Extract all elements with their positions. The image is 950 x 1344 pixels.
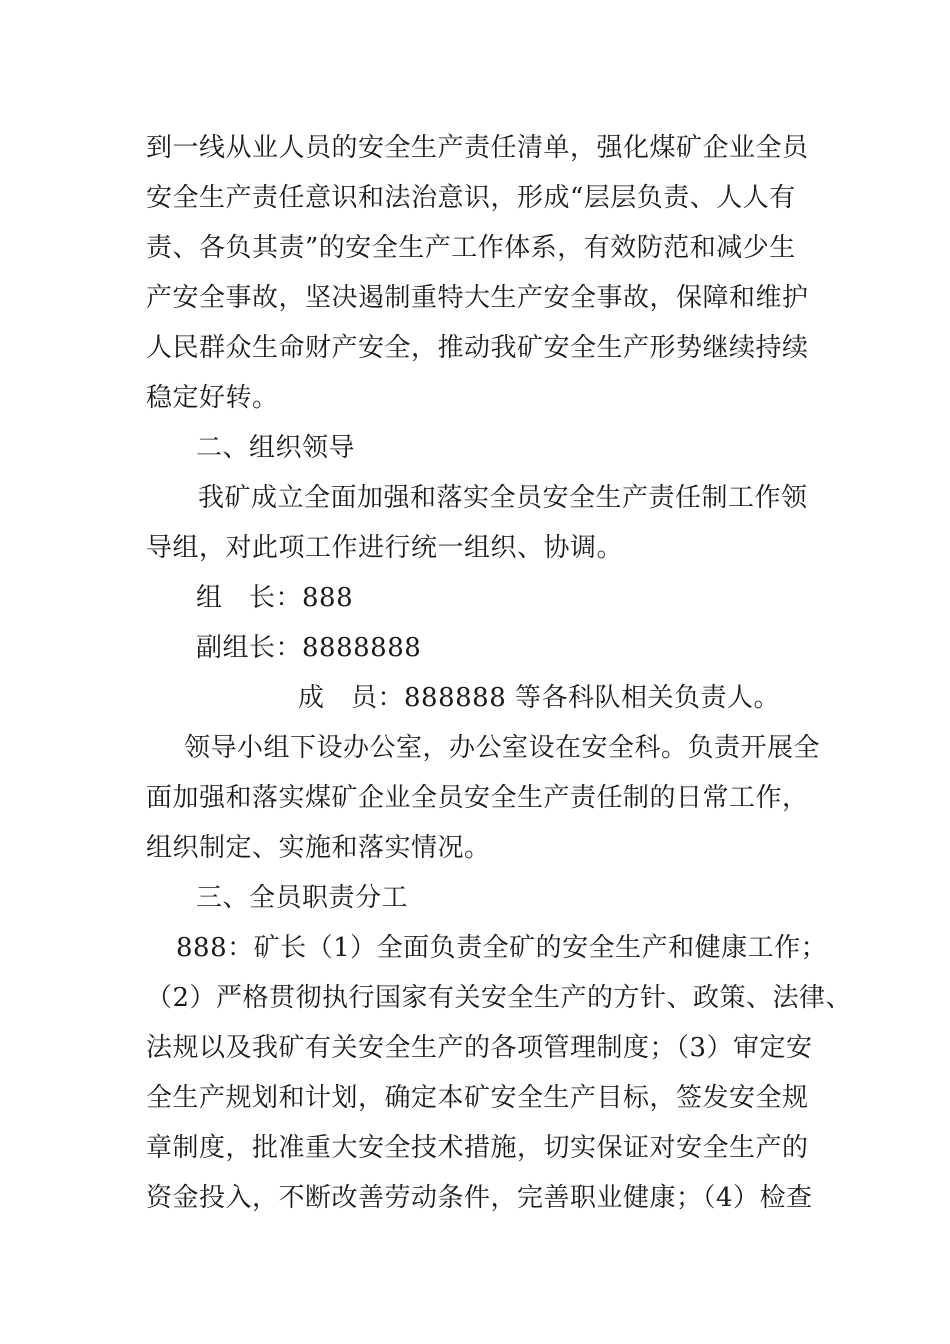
text-line: 全生产规划和计划，确定本矿安全生产目标，签发安全规 (146, 1083, 809, 1113)
text-line: 人民群众生命财产安全，推动我矿安全生产形势继续持续 (146, 333, 809, 363)
text-line: 导组，对此项工作进行统一组织、协调。 (146, 533, 624, 563)
text-line: 章制度，批准重大安全技术措施，切实保证对安全生产的 (146, 1133, 809, 1163)
text-line: 法规以及我矿有关安全生产的各项管理制度；（3）审定安 (146, 1033, 813, 1063)
text-line: 面加强和落实煤矿企业全员安全生产责任制的日常工作， (146, 783, 809, 813)
team-leader-line: 组 长：888 (196, 583, 354, 613)
text-line: 到一线从业人员的安全生产责任清单，强化煤矿企业全员 (146, 133, 809, 163)
text-line: （2）严格贯彻执行国家有关安全生产的方针、政策、法律、 (146, 983, 853, 1013)
text-line: 领导小组下设办公室，办公室设在安全科。负责开展全 (184, 733, 821, 763)
section-heading: 二、组织领导 (196, 433, 356, 463)
text-line: 组织制定、实施和落实情况。 (146, 833, 491, 863)
text-line: 我矿成立全面加强和落实全员安全生产责任制工作领 (198, 483, 808, 513)
text-line: 稳定好转。 (146, 383, 279, 413)
text-line: 888：矿长（1）全面负责全矿的安全生产和健康工作； (176, 933, 828, 963)
deputy-leader-line: 副组长：8888888 (196, 633, 422, 663)
section-heading: 三、全员职责分工 (196, 883, 409, 913)
members-line: 成 员：888888 等各科队相关负责人。 (298, 683, 781, 713)
text-line: 资金投入，不断改善劳动条件，完善职业健康；（4）检查 (146, 1183, 813, 1213)
text-line: 产安全事故，坚决遏制重特大生产安全事故，保障和维护 (146, 283, 809, 313)
text-line: 责、各负其责”的安全生产工作体系，有效防范和减少生 (146, 233, 796, 263)
text-line: 安全生产责任意识和法治意识，形成“层层负责、人人有 (146, 183, 796, 213)
